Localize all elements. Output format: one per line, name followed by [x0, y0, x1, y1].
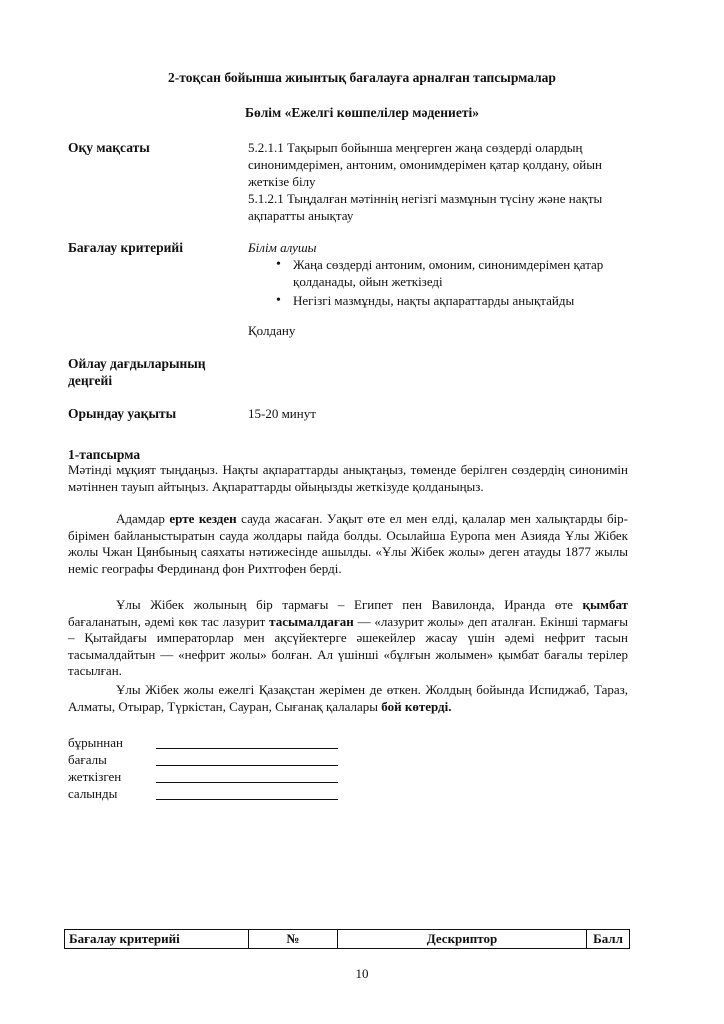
time-value: 15-20 минут: [248, 406, 316, 421]
answer-line[interactable]: [156, 765, 338, 766]
text-paragraph-1: Адамдар ерте кезден сауда жасаған. Уақыт өте ел мен елді, қалалар мен халықтарды бір-бірімен байланыстыратын сауда жолдары пайда болды. Осылайша Еуропа мен Азияда Ұлы Жібек жолы Чжан Цянбының саяхаты нәтижесінде ашылды. «Ұлы Жібек жолы» деген атауды 1877 жылы неміс географы Фердинанд фон Рихтгофен берді.: [68, 511, 628, 576]
answer-line[interactable]: [156, 799, 338, 800]
highlight-word: тасымалдаған: [269, 613, 354, 629]
thinking-value: Қолдану: [248, 323, 296, 338]
goal-item: 5.2.1.1 Тақырып бойынша меңгерген жаңа сөздерді олардың синонимдерімен, антоним, омонимдерімен қатар қолдану, ойын жеткізе білу: [248, 140, 602, 189]
task-title: 1-тапсырма: [68, 447, 141, 462]
text-paragraph-3: Ұлы Жібек жолы ежелгі Қазақстан жерімен де өткен. Жолдың бойында Испиджаб, Тараз, Алматы, Отырар, Түркістан, Сауран, Сығанақ қалалары бой көтерді.: [68, 682, 628, 714]
criteria-bullets: [248, 256, 628, 309]
table-header-number: №: [249, 930, 338, 949]
word-label: бұрыннан: [68, 735, 123, 750]
word-label: жеткізген: [68, 769, 122, 784]
table-header-criteria: Бағалау критерийі: [65, 930, 249, 949]
word-blank-row: [68, 752, 368, 768]
highlight-word: қымбат: [582, 597, 628, 612]
table-header-descriptor: Дескриптор: [338, 930, 587, 949]
time-label: Орындау уақыты: [68, 406, 177, 421]
table-header-score: Балл: [587, 930, 630, 949]
highlight-word: ерте кезден: [169, 511, 237, 526]
table-header-row: [65, 930, 630, 949]
answer-line[interactable]: [156, 782, 338, 783]
section-title: Бөлім «Ежелгі көшпелілер мәдениеті»: [245, 105, 479, 120]
word-blank-row: [68, 735, 368, 751]
answer-line[interactable]: [156, 748, 338, 749]
criteria-table: [64, 929, 630, 949]
criteria-block: [248, 239, 628, 311]
text-paragraph-2: Ұлы Жібек жолының бір тармағы – Египет пен Вавилонда, Иранда өте қымбат бағаланатын, әдемі көк тас лазурит тасымалдаған — «лазурит жолы» деп аталған. Екінші тармағы – Қытайдағы императорлар мен ақсүйектерге әшекейлер жасау үшін әдемі нефрит тасын тасымалдайтын — «нефрит жолы» болған. Ал үшінші «бұлғын жолымен» қымбат бағалы терілер тасылған.: [68, 597, 628, 678]
goals-list: [248, 139, 628, 224]
word-label: салынды: [68, 786, 118, 801]
criteria-intro: Білім алушы: [248, 240, 317, 255]
word-blank-row: [68, 769, 368, 785]
criteria-bullet: • Жаңа сөздерді антоним, омоним, синонимдерімен қатар қолданады, ойын жеткізеді: [248, 256, 628, 290]
thinking-label: Ойлау дағдыларының деңгейі: [68, 356, 206, 388]
word-label: бағалы: [68, 752, 107, 767]
word-blank-row: [68, 786, 368, 802]
goals-label: Оқу мақсаты: [68, 140, 150, 155]
goal-item: 5.1.2.1 Тыңдалған мәтіннің негізгі мазмұнын түсіну және нақты ақпаратты анықтау: [248, 191, 603, 223]
criteria-bullet: • Негізгі мазмұнды, нақты ақпараттарды анықтайды: [248, 292, 628, 309]
criteria-label: Бағалау критерийі: [68, 240, 183, 255]
page-number: 10: [355, 966, 369, 981]
document-title: 2-тоқсан бойынша жиынтық бағалауға арналған тапсырмалар: [168, 70, 556, 85]
task-instruction: Мәтінді мұқият тыңдаңыз. Нақты ақпараттарды анықтаңыз, төменде берілген сөздердің синонимін мәтіннен тауып айтыңыз. Ақпараттарды ойыңызды жеткізуде қолданыңыз.: [68, 462, 628, 494]
highlight-word: бой көтерді.: [381, 698, 452, 714]
